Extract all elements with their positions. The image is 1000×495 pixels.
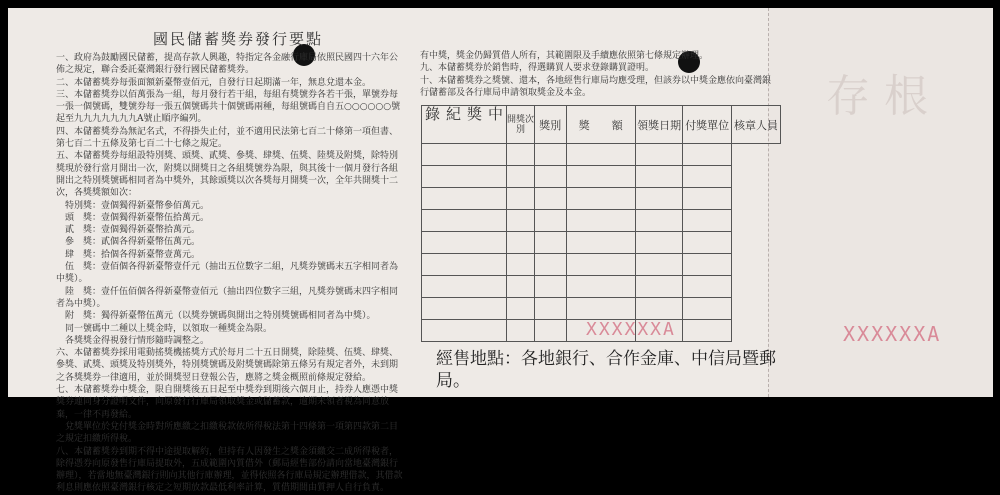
table-cell (422, 144, 507, 166)
rule-paragraph: 七、本儲蓄獎券中獎金，限自開獎後五日起至中獎券到期後六個月止，持券人應憑中獎獎券連同身分證明文件，向原發行行庫局領取獎金或儲蓄款，逾期未領者視為同意放棄，一律不再發給。 (56, 385, 399, 420)
table-cell (566, 210, 635, 232)
table-row (422, 298, 781, 320)
record-side-label: 中獎紀錄 (423, 106, 504, 143)
table-cell (535, 144, 566, 166)
rule-paragraph: 同一號碼中二種以上獎金時，以領取一種獎金為限。 (56, 323, 273, 334)
table-cell (535, 320, 566, 342)
table-cell (507, 254, 535, 276)
table-cell (683, 144, 732, 166)
record-side-label-cell (422, 106, 507, 144)
rule-paragraph: 六、本儲蓄獎券採用電動搖獎機搖獎方式於每月二十五日開獎，除陸獎、伍獎、肆獎、參獎、貳獎、頭獎及特別獎外，特別獎號碼及附獎號碼除第五條另有規定者外，未到期之各獎獎券一律適用，並於開獎翌日登報公告，應將之獎金概照前條規定發給。 (56, 348, 399, 383)
prize-record-table (421, 105, 781, 342)
table-cell (507, 298, 535, 320)
rule-paragraph: 伍 獎：壹佰個各得新臺幣壹仟元（抽出五位數字二組，凡獎券號碼末五字相同者為中獎）。 (56, 262, 399, 285)
table-cell (422, 298, 507, 320)
table-cell (635, 254, 682, 276)
table-cell (566, 232, 635, 254)
rule-paragraph: 四、本儲蓄獎券為無記名式，不得掛失止付，並不適用民法第七百二十條第一項但書、第七百二十五條及第七百二十七條之規定。 (56, 126, 399, 150)
table-cell (422, 188, 507, 210)
rule-paragraph: 頭 獎：壹個獨得新臺幣伍拾萬元。 (56, 212, 210, 223)
table-cell (566, 276, 635, 298)
rule-paragraph: 參 獎：貳個各得新臺幣伍萬元。 (56, 237, 201, 248)
table-cell (535, 166, 566, 188)
table-cell (566, 254, 635, 276)
table-cell (683, 210, 732, 232)
table-cell (683, 320, 732, 342)
table-header: 核章人員 (732, 106, 781, 144)
table-cell (535, 254, 566, 276)
table-cell (507, 188, 535, 210)
table-cell (535, 188, 566, 210)
rule-paragraph: 附 獎：獨得新臺幣伍萬元（以獎券號碼與開出之特別獎號碼相同者為中獎）。 (56, 311, 376, 322)
table-cell (507, 144, 535, 166)
rule-paragraph: 五、本儲蓄獎券每組設特別獎、頭獎、貳獎、參獎、肆獎、伍獎、陸獎及附獎，除特別獎現於發行當月開出一次，附獎以開獎日之各組獎號券為限，與其後十一個月發行各組開出之特別獎號碼相同者為中獎外，其餘頭獎以次各獎每月開獎一次，全年共開獎十二次，各獎獎額如次： (56, 151, 399, 199)
table-row (422, 144, 781, 166)
table-header: 獎別 (535, 106, 566, 144)
table-cell (422, 276, 507, 298)
table-cell (635, 144, 682, 166)
table-cell (535, 298, 566, 320)
table-cell (635, 188, 682, 210)
table-cell (683, 232, 732, 254)
lottery-ticket-back (8, 8, 992, 494)
table-cell (683, 276, 732, 298)
table-row (422, 188, 781, 210)
rule-paragraph: 貳 獎：壹個獨得新臺幣拾萬元。 (56, 225, 201, 236)
table-header: 開獎次別 (507, 106, 535, 144)
table-cell (635, 232, 682, 254)
table-cell (566, 166, 635, 188)
table-cell (507, 232, 535, 254)
rule-paragraph: 九、本儲蓄獎券於銷售時，得選購買人要求登錄購買證明。 (420, 63, 655, 74)
table-cell (422, 166, 507, 188)
table-cell (635, 210, 682, 232)
table-cell (683, 188, 732, 210)
table-cell (635, 166, 682, 188)
table-cell (566, 144, 635, 166)
rule-paragraph: 兌獎單位於兌付獎金時對所應繳之扣繳稅款依所得稅法第十四條第一項第四款第二目之規定扣繳所得稅。 (56, 421, 399, 445)
table-row (422, 232, 781, 254)
rules-title: 國民儲蓄獎券發行要點 (153, 30, 324, 48)
rule-paragraph: 二、本儲蓄獎券每張面額新臺幣壹佰元，自發行日起期滿一年，無息兌還本金。 (56, 77, 372, 88)
rule-paragraph: 十、本儲蓄獎券之獎號、還本，各地經售行庫局均應受理，但該券以中獎金應依向臺灣銀行儲蓄部及各行庫局申請領取獎金及本金。 (420, 75, 772, 98)
table-cell (422, 320, 507, 342)
table-header: 獎 額 (566, 106, 635, 144)
table-cell (635, 298, 682, 320)
rule-paragraph: 有中獎，獎金仍歸質借人所有，其範圍限及手續應依照第七條規定辦理。 (420, 51, 709, 61)
table-cell (683, 166, 732, 188)
table-cell (535, 210, 566, 232)
table-cell (566, 298, 635, 320)
table-cell (422, 254, 507, 276)
rule-paragraph: 三、本儲蓄獎券以佰萬張為一組，每月發行若干組，每組有獎號券各若干張，單號券每一張一個號碼，雙號券每一張五個號碼共十個號碼兩種，每組號碼自自五○○○○○○號起至九九九九九九九A號止順序編列。 (56, 89, 401, 125)
table-row (422, 276, 781, 298)
table-cell (683, 254, 732, 276)
rule-paragraph: 特別獎：壹個獨得新臺幣參佰萬元。 (56, 200, 210, 211)
stub-watermark-text: 存根 (826, 71, 942, 122)
table-cell (507, 210, 535, 232)
rule-paragraph: 肆 獎：拾個各得新臺幣壹萬元。 (56, 249, 201, 260)
table-cell (422, 210, 507, 232)
table-row (422, 254, 781, 276)
table-cell (507, 320, 535, 342)
rules-left-column (56, 52, 406, 495)
distribution-points: 經售地點：各地銀行、合作金庫、中信局暨郵局。 (436, 349, 776, 391)
serial-number: XXXXXXA (586, 319, 676, 340)
table-cell (535, 232, 566, 254)
rule-paragraph: 一、政府為鼓勵國民儲蓄，提高存款人興趣，特指定各金融行庫局依照民國四十六年公佈之規定，聯合委託臺灣銀行發行國民儲蓄獎券。 (56, 53, 399, 76)
rule-paragraph: 陸 獎：壹仟伍佰個各得新臺幣壹佰元（抽出四位數字三組，凡獎券號碼末四字相同者為中獎）。 (56, 286, 399, 309)
rule-paragraph: 八、本儲蓄獎券到期不得中途提取解約，但持有人因發生之獎金須繳交二成所得稅者，除得憑券向原發售行庫局提取外，五成範圍內質借外（郵局經售部份請向當地臺灣銀行辦理），若當地無臺灣銀行則向其他行庫辦理，並得依照各行庫局規定辦理借款，其借款利息則應依照臺灣銀行核定之短期放款最低利率計算，質借期間由質押人自行負責。 (56, 446, 403, 494)
table-cell (683, 298, 732, 320)
stub-serial-number: XXXXXXA (843, 322, 942, 346)
table-cell (507, 166, 535, 188)
table-cell (535, 276, 566, 298)
rules-right-column (420, 50, 775, 99)
table-header: 領獎日期 (635, 106, 682, 144)
table-row (422, 166, 781, 188)
rule-paragraph: 各獎獎金得視發行情形隨時調整之。 (56, 335, 210, 346)
table-header: 付獎單位 (683, 106, 732, 144)
table-row (422, 210, 781, 232)
table-cell (507, 276, 535, 298)
table-cell (422, 232, 507, 254)
table-cell (566, 188, 635, 210)
table-cell (635, 276, 682, 298)
